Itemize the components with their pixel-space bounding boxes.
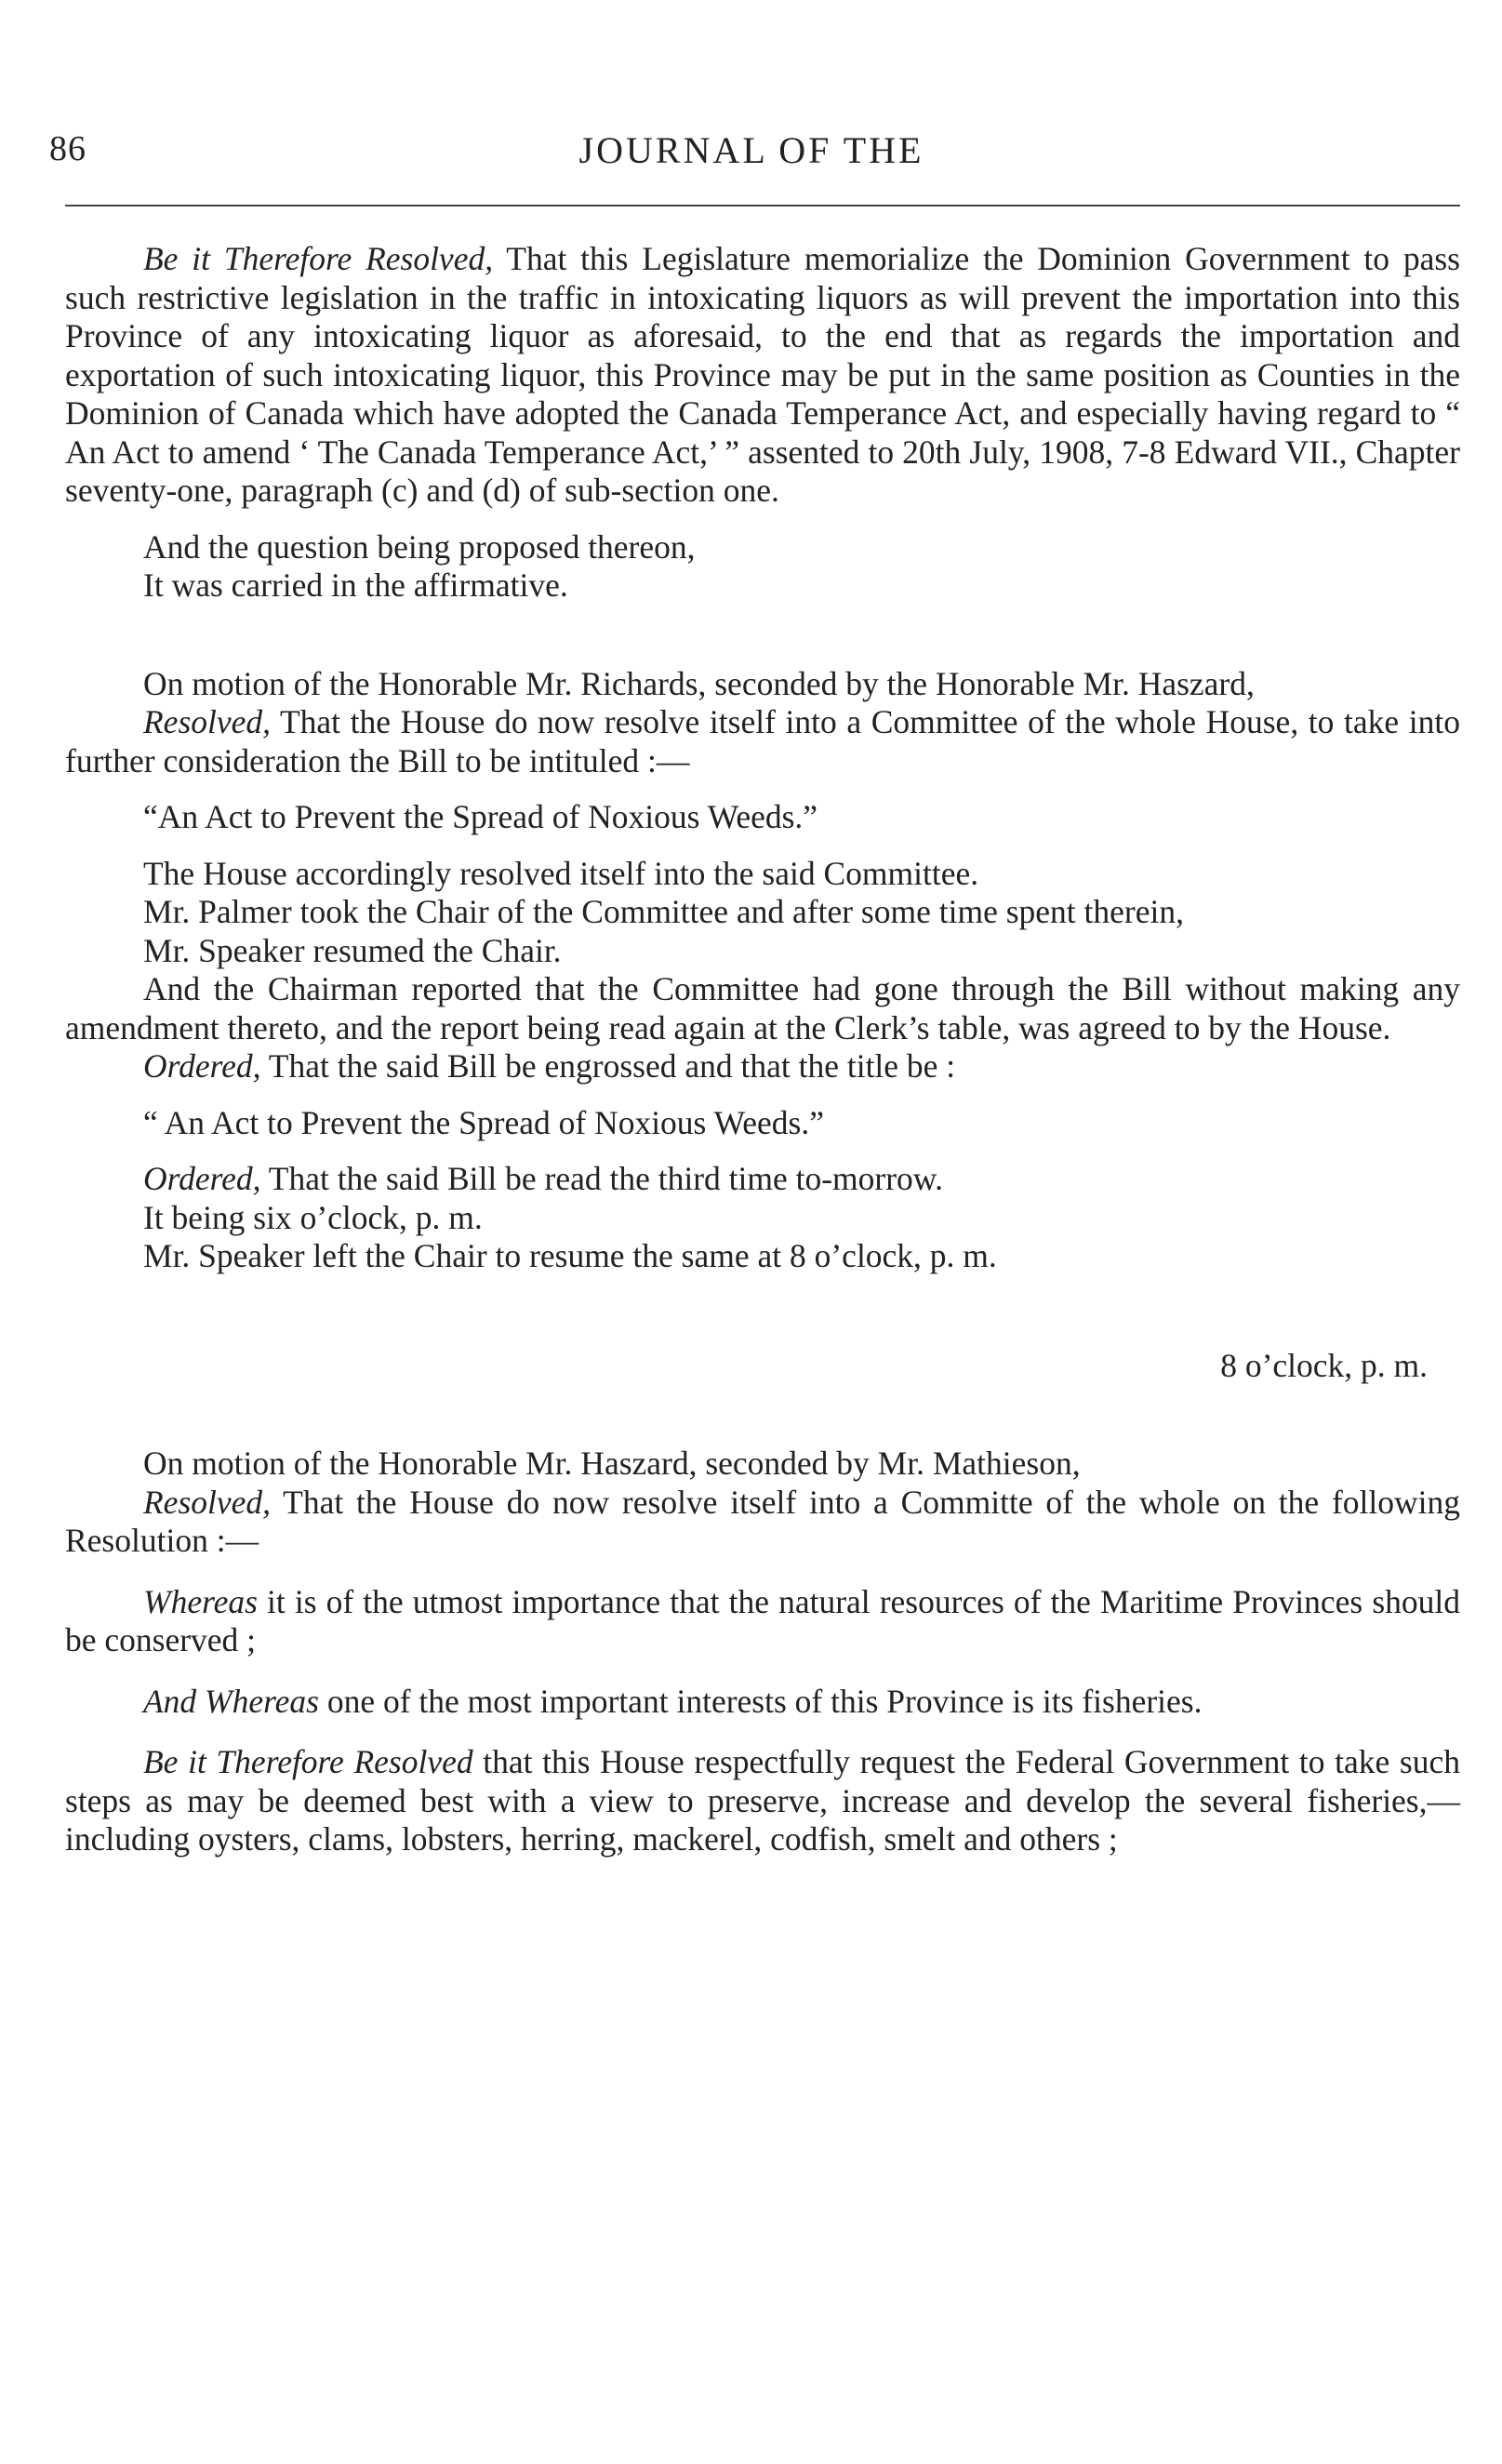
question-proposed-line: And the question being proposed thereon, [143, 527, 696, 566]
ordered-engrossed-paragraph [65, 1047, 1460, 1086]
running-head: JOURNAL OF THE [578, 129, 924, 171]
header-rule [65, 205, 1460, 206]
and-whereas-label: And Whereas [143, 1682, 319, 1720]
motion-paragraph: On motion of the Honorable Mr. Richards, seconded by the Honorable Mr. Haszard, [143, 664, 1255, 702]
six-oclock-line: It being six o’clock, p. m. [143, 1198, 483, 1236]
speaker-left-line: Mr. Speaker left the Chair to resume the same at 8 o’clock, p. m. [143, 1237, 997, 1274]
ordered-third-reading-text: That the said Bill be read the third time to-morrow. [260, 1160, 944, 1197]
resolution-opening: Be it Therefore Resolved, [143, 240, 494, 277]
resolution-text: That this Legislature memorialize the Dominion Government to pass such restrictive legislation in the traffic in intoxicating liquors as will prevent the importation into this Province of any intoxicating liquor as aforesaid, to the end that as regards the importation and exportation of such intoxicating liquor, this Province may be put in the same position as Counties in the Dominion of Canada which have adopted the Canada Temperance Act, and especially having regard to “ An Act to amend ‘ The Canada Temperance Act,’ ” assented to 20th July, 1908, 7-8 Edward VII., Chapter seventy-one, paragraph (c) and (d) of sub-section one. [65, 240, 1460, 509]
evening-motion-paragraph: On motion of the Honorable Mr. Haszard, seconded by Mr. Mathieson, [143, 1445, 1081, 1482]
whereas-text: it is of the utmost importance that the natural resources of the Maritime Provinces should be conserved ; [65, 1582, 1460, 1658]
fisheries-resolution-paragraph [65, 1743, 1460, 1859]
committee-line: The House accordingly resolved itself into the said Committee. [143, 854, 979, 892]
page-number: 86 [49, 129, 86, 168]
page-header [49, 128, 1454, 184]
carried-line: It was carried in the affirmative. [143, 566, 568, 604]
ordered-third-reading-paragraph [65, 1160, 1460, 1199]
resolved-paragraph [65, 703, 1460, 780]
page-body [65, 240, 1460, 1859]
speaker-resumed-line: Mr. Speaker resumed the Chair. [143, 931, 562, 969]
resolved-text: That the House do now resolve itself into a Committee of the whole House, to take into further consideration the Bill to be intituled :— [65, 703, 1460, 779]
whereas-paragraph [65, 1583, 1460, 1660]
and-whereas-text: one of the most important interests of this Province is its fisheries. [318, 1682, 1203, 1720]
chairman-report-paragraph: And the Chairman reported that the Committee had gone through the Bill without making any amendment thereto, and the report being read again at the Clerk’s table, was agreed to by the House. [65, 970, 1460, 1046]
ordered-label: Ordered, [143, 1047, 261, 1085]
resolution-paragraph [65, 240, 1460, 511]
fisheries-resolution-label: Be it Therefore Resolved [143, 1743, 473, 1780]
fisheries-resolution-text: that this House respectfully request the Federal Government to take such steps as may be deemed best with a view to preserve, increase and develop the several fisheries,—including oysters, clams, lobsters, herring, mackerel, codfish, smelt and others ; [65, 1743, 1460, 1858]
resolved-label: Resolved, [143, 703, 272, 740]
evening-resolved-text: That the House do now resolve itself into a Committe of the whole on the following Resolution :— [65, 1483, 1460, 1559]
bill-title-line: “An Act to Prevent the Spread of Noxious Weeds.” [143, 798, 818, 835]
chair-paragraph: Mr. Palmer took the Chair of the Committee and after some time spent therein, [143, 893, 1184, 930]
ordered-engrossed-text: That the said Bill be engrossed and that the title be : [260, 1047, 956, 1085]
ordered-label-2: Ordered, [143, 1160, 261, 1197]
evening-time-heading: 8 o’clock, p. m. [1220, 1346, 1428, 1384]
evening-resolved-label: Resolved, [143, 1483, 272, 1521]
evening-resolved-paragraph [65, 1484, 1460, 1561]
bill-title-line-repeat: “ An Act to Prevent the Spread of Noxious Weeds.” [143, 1103, 824, 1141]
and-whereas-paragraph [65, 1683, 1460, 1722]
whereas-label: Whereas [143, 1582, 258, 1620]
